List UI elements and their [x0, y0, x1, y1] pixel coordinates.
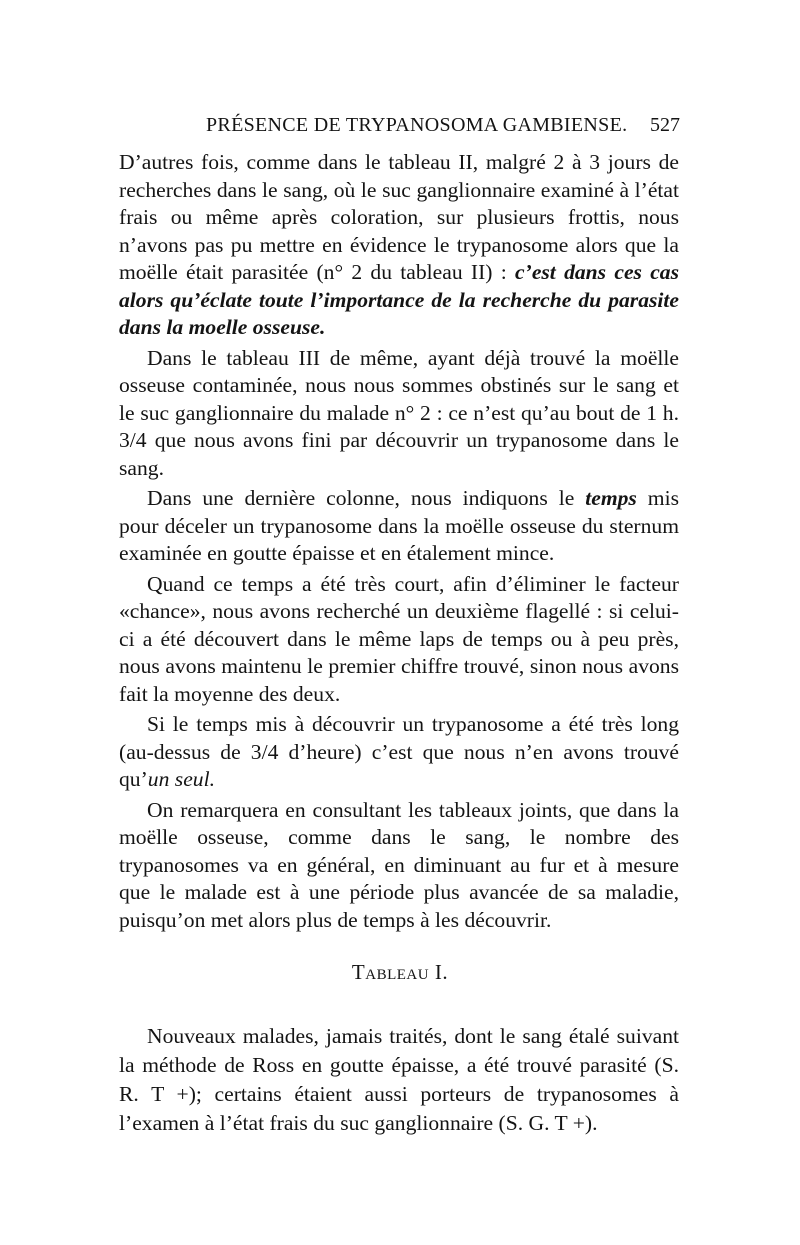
- paragraph-1: [119, 149, 679, 342]
- paragraph-5: [119, 711, 679, 794]
- paragraph-5-text: Si le temps mis à découvrir un trypanosome a été très long (au-dessus de 3/4 d’heure) c’est que nous n’en avons trouvé qu’: [119, 712, 679, 791]
- paragraph-2: Dans le tableau III de même, ayant déjà trouvé la moëlle osseuse contaminée, nous nous sommes obstinés sur le sang et le suc ganglionnaire du malade n° 2 : ce n’est qu’au bout de 1 h. 3/4 que nous avons fini par découvrir un trypanosome dans le sang.: [119, 345, 679, 480]
- paragraph-3: [119, 485, 679, 568]
- running-head: [120, 114, 680, 144]
- paragraph-3-text-b: mis pour déceler un trypanosome dans la moëlle osseuse du sternum examinée en goutte épaisse et en étalement mince.: [119, 486, 679, 565]
- paragraph-3-text-a: Dans une dernière colonne, nous indiquons le: [147, 486, 586, 510]
- running-title: PRÉSENCE DE TRYPANOSOMA GAMBIENSE.: [206, 114, 628, 136]
- paragraph-1-text: D’autres fois, comme dans le tableau II, malgré 2 à 3 jours de recherches dans le sang, où le suc ganglionnaire examiné à l’état frais ou même après coloration, sur plusieurs frottis, nous n’avons pas pu mettre en évidence le trypanosome alors que la moëlle était parasitée (n° 2 du tableau II) :: [119, 150, 679, 284]
- paragraph-1-emphasis: c’est dans ces cas alors qu’éclate toute l’importance de la recherche du parasite dans la moelle osseuse.: [119, 260, 679, 339]
- table-intro-paragraph: Nouveaux malades, jamais traités, dont le sang étalé suivant la méthode de Ross en goutte épaisse, a été trouvé parasité (S. R. T +); certains étaient aussi porteurs de trypanosomes à l’examen à l’état frais du suc ganglionnaire (S. G. T +).: [119, 1024, 679, 1135]
- table-heading-word: Tableau: [351, 960, 430, 984]
- body-text: [119, 149, 679, 934]
- paragraph-3-emphasis: temps: [585, 486, 637, 510]
- paragraph-5-emphasis: un seul.: [147, 767, 215, 791]
- page-number: 527: [650, 114, 680, 136]
- paragraph-6: On remarquera en consultant les tableaux joints, que dans la moëlle osseuse, comme dans le sang, le nombre des trypanosomes va en général, en diminuant au fur et à mesure que le malade est à une période plus avancée de sa maladie, puisqu’on met alors plus de temps à les découvrir.: [119, 797, 679, 932]
- table-heading: [0, 960, 800, 985]
- paragraph-4: Quand ce temps a été très court, afin d’éliminer le facteur «chance», nous avons recherché un deuxième flagellé : si celui-ci a été découvert dans le même laps de temps ou à peu près, nous avons maintenu le premier chiffre trouvé, sinon nous avons fait la moyenne des deux.: [119, 571, 679, 706]
- table-heading-numeral: I.: [434, 960, 449, 984]
